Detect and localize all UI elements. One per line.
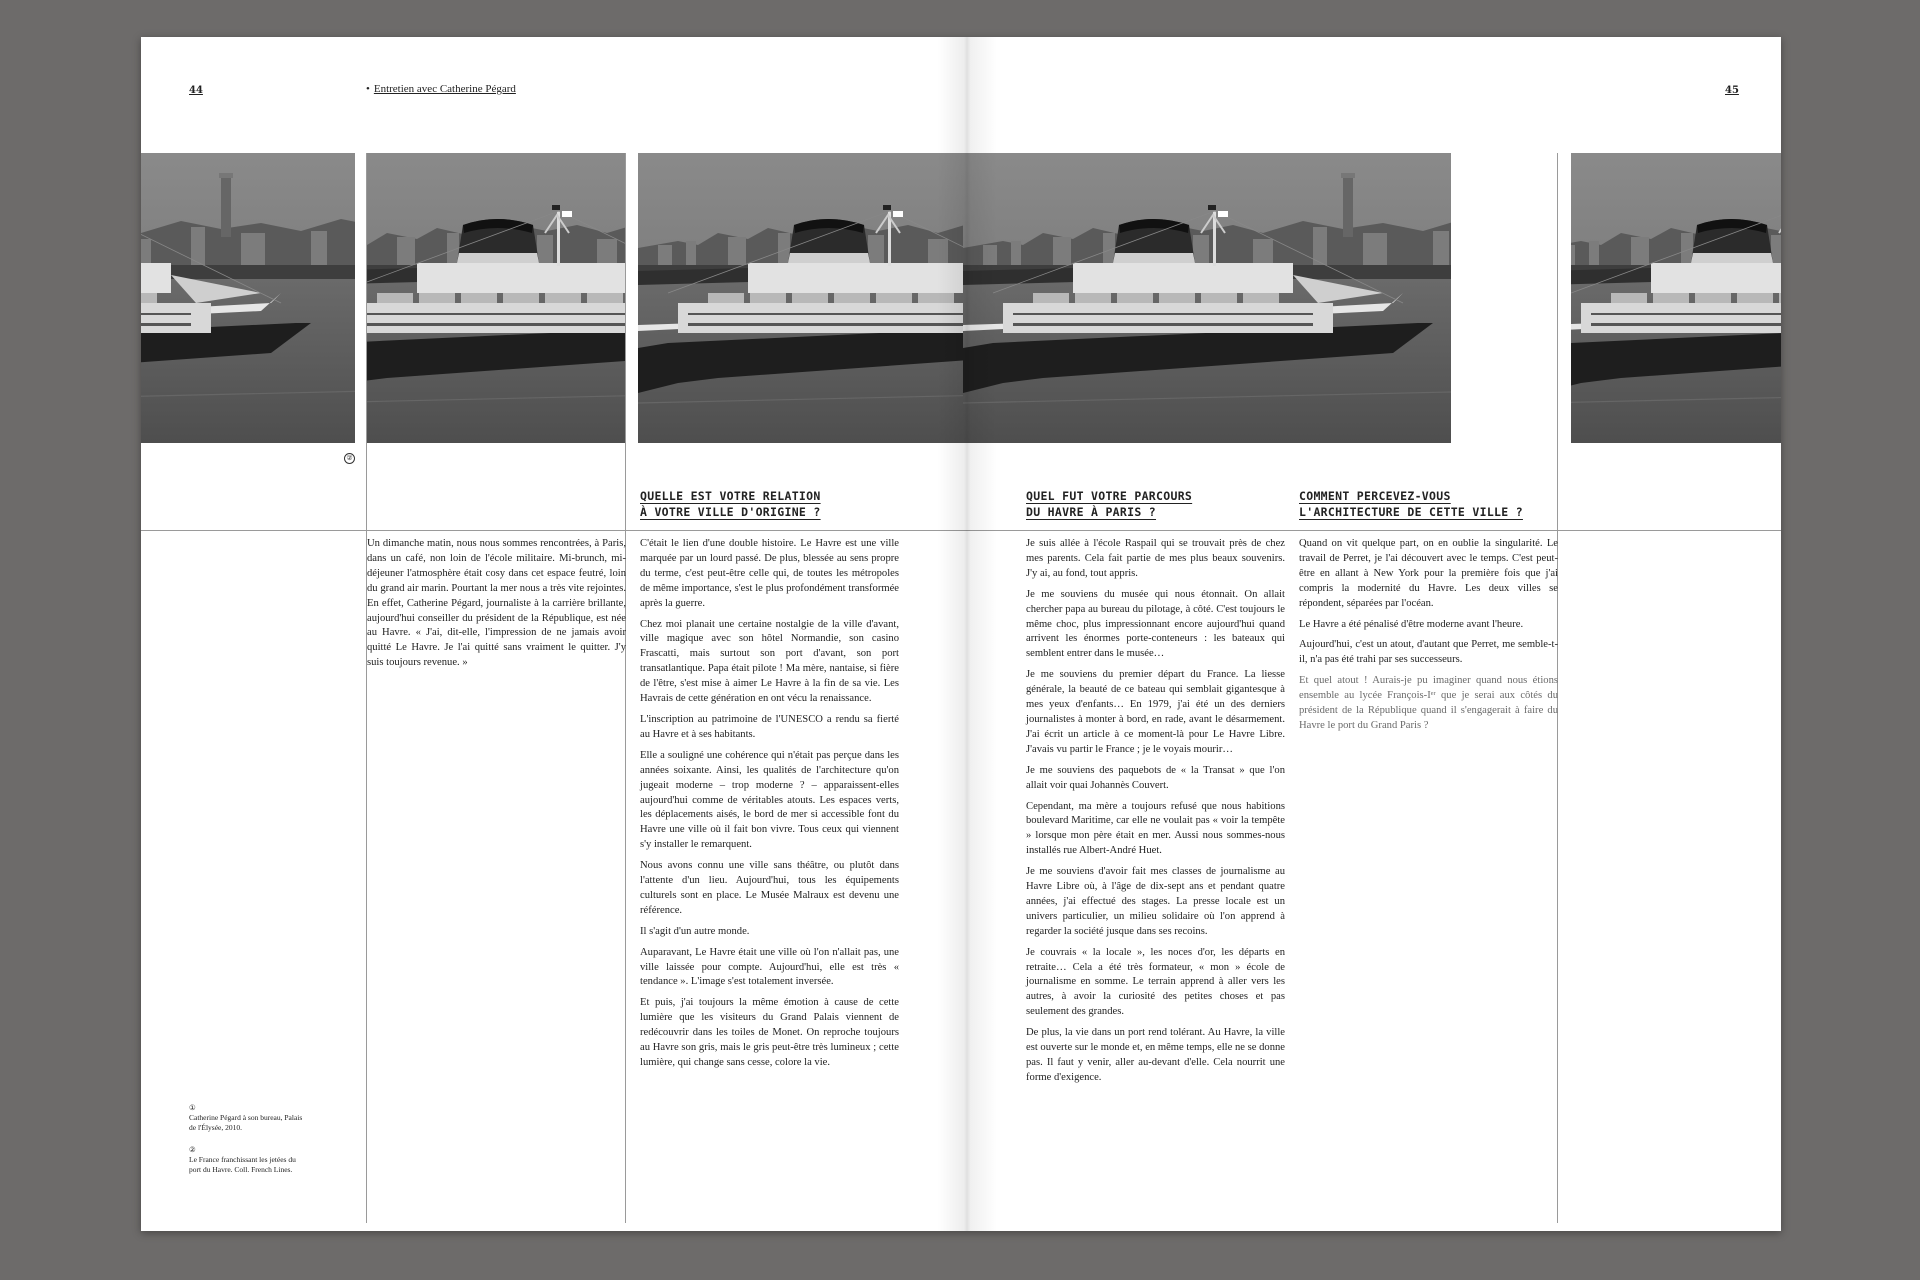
column-rule (366, 153, 367, 1223)
body-paragraph: Je me souviens du musée qui nous étonnait. On allait chercher papa au bureau du pilotage, à côté. C'est toujours le même choc, plus impressionnant encore aujourd'hui quand arrivent les énormes porte-conteneurs : les bateaux qui semblent entrer dans le musée… (1026, 588, 1285, 660)
column-rule (625, 153, 626, 1223)
heading-architecture (1299, 488, 1523, 520)
heading-parcours (1026, 488, 1192, 520)
body-paragraph: C'était le lien d'une double histoire. Le Havre est une ville marquée par un lourd passé. De plus, blessée au sens propre du terme, c'est peut-être celle qui, de toutes les métropoles de même importance, s'est le plus profondément transformée après la guerre. (640, 538, 899, 609)
body-paragraph: Nous avons connu une ville sans théâtre, ou plutôt dans l'attente d'un lieu. Aujourd'hui, tous les équipements culturels sont en place. Le Musée Malraux est devenu une référence. (640, 860, 899, 916)
body-paragraph: Cependant, ma mère a toujours refusé que nous habitions boulevard Maritime, car elle ne voulait pas « voir la tempête » lorsque mon père était en mer. Aussi nous sommes-nous installés rue Albert-André Huet. (1026, 800, 1285, 857)
page-number-right: 45 (1725, 85, 1739, 96)
running-head-bullet: • (366, 83, 370, 95)
body-paragraph: Auparavant, Le Havre était une ville où l'on n'allait pas, une ville laissée pour compte. Aujourd'hui, elle est très « tendance ». L'image s'est totalement inversée. (640, 946, 899, 988)
heading-line: À VOTRE VILLE D'ORIGINE ? (640, 505, 821, 519)
heading-relation (640, 488, 821, 520)
body-paragraph: De plus, la vie dans un port rend tolérant. Au Havre, la ville est ouverte sur le monde et, en même temps, elle ne se donne pas. Il faut y venir, aller au-devant d'elle. Cela nourrit une forme d'exigence. (1026, 1027, 1285, 1083)
intro-column (367, 537, 626, 677)
intro-paragraph: Un dimanche matin, nous nous sommes rencontrées, à Paris, dans un café, non loin de l'école militaire. Mi-brunch, mi-déjeuner l'atmosphère était cosy dans cet espace feutré, loin du grand air marin. Pourtant la mer nous a très vite rejointes. En effet, Catherine Pégard, journaliste à la carrière brillante, aujourd'hui conseiller du président de la République, est née au Havre. « J'ai, dit-elle, l'impression de ne jamais avoir quitté Le Havre. Je l'ai quitté sans vraiment le quitter. J'y suis toujours revenue. » (367, 538, 626, 669)
heading-line: QUELLE EST VOTRE RELATION (640, 489, 821, 503)
body-paragraph: Je couvrais « la locale », les noces d'or, les départs en retraite… Cela a été très formateur, « mon » école de journalisme en somme. Le terrain apprend à aller vers les autres, à avoir la curiosité des petites choses et pas seulement des grandes. (1026, 946, 1285, 1018)
architecture-column (1299, 537, 1558, 740)
caption-text: Le France franchissant les jetées du port du Havre. Coll. French Lines. (189, 1155, 296, 1174)
body-paragraph: Il s'agit d'un autre monde. (640, 925, 750, 937)
body-paragraph: Je me souviens d'avoir fait mes classes de journalisme au Havre Libre où, à l'âge de dix-sept ans et pendant quatre années, j'ai effectué des stages. La presse locale est un univers particulier, un milieu solidaire où l'on apprend à regarder la société jusque dans ses recoins. (1026, 866, 1285, 937)
body-paragraph: Le Havre a été pénalisé d'être moderne avant l'heure. (1299, 618, 1524, 630)
body-paragraph: Je me souviens des paquebots de « la Transat » que l'on allait voir quai Johannès Couvert. (1026, 764, 1285, 791)
body-paragraph: Je suis allée à l'école Raspail qui se trouvait près de chez mes parents. Cela fait partie de mes plus beaux souvenirs. J'y ai, au fond, tout appris. (1026, 538, 1285, 579)
parcours-column (1026, 537, 1285, 1092)
magazine-spread (141, 37, 1781, 1231)
relation-column (640, 537, 899, 1077)
body-paragraph: Et puis, j'ai toujours la même émotion à cause de cette lumière que les visiteurs du Grand Palais viennent de redécouvrir dans les toiles de Monet. On reproche toujours au Havre son gris, mais le gris peut-être très lumineux ; cette lumière, qui change sans cesse, colore la vie. (640, 997, 899, 1068)
heading-line: COMMENT PERCEVEZ-VOUS (1299, 489, 1451, 503)
running-head-text: Entretien avec Catherine Pégard (373, 83, 516, 95)
body-paragraph: Elle a souligné une cohérence qui n'était pas perçue dans les années soixante. Ainsi, les qualités de l'architecture qu'on jugeait moderne – trop moderne ? – apparaissent-elles aujourd'hui comme de véritables atouts. Les espaces verts, les déplacements aisés, le bord de mer si accessible font du Havre une ville où il fait bon vivre. Tous ceux qui viennent s'y installer le remarquent. (640, 749, 899, 851)
ship-photo-image (367, 153, 625, 443)
photo-marker: ② (344, 453, 355, 464)
ship-photo-image (638, 153, 1451, 443)
body-paragraph: L'inscription au patrimoine de l'UNESCO a rendu sa fierté au Havre et à ses habitants. (640, 713, 899, 740)
ship-photo-panel-1 (141, 153, 355, 443)
running-head (366, 83, 516, 95)
ship-photo-image (141, 153, 355, 443)
caption-number: ① (189, 1103, 196, 1112)
body-paragraph: Quand on vit quelque part, on en oublie la singularité. Le travail de Perret, je l'ai découvert avec le temps. C'est peut-être en allant à New York pour la première fois que j'ai compris la modernité du Havre. Les deux villes se répondent, séparées par l'océan. (1299, 538, 1558, 609)
body-paragraph: Aujourd'hui, c'est un atout, d'autant que Perret, me semble-t-il, n'a pas été trahi par ses successeurs. (1299, 639, 1558, 666)
caption-number: ② (189, 1145, 196, 1154)
body-paragraph: Chez moi planait une certaine nostalgie de la ville d'avant, ville magique avec son hôtel Normandie, son casino Frascatti, mais surtout son port d'avant, son port transatlantique. Papa était pilote ! Ma mère, nantaise, si fière de l'être, s'est mise à aimer Le Havre à la fin de sa vie. Les Havrais de cette génération en ont vécu la renaissance. (640, 618, 899, 705)
caption-1 (189, 1103, 309, 1133)
ship-photo-panel-3 (638, 153, 1451, 443)
body-paragraph: Je me souviens du premier départ du France. La liesse générale, la beauté de ce bateau qui semblait gigantesque à mes yeux d'enfants… En 1979, j'ai été un des derniers journalistes à monter à bord, en rade, avant le désarmement. J'ai écrit un article à ce moment-là pour Le Havre Libre. J'avais vu partir le France ; je le voyais mourir… (1026, 669, 1285, 755)
caption-text: Catherine Pégard à son bureau, Palais de l'Élysée, 2010. (189, 1113, 303, 1132)
heading-line: DU HAVRE À PARIS ? (1026, 505, 1157, 519)
page-number-left: 44 (189, 85, 203, 96)
body-paragraph-gray: Et quel atout ! Aurais-je pu imaginer quand nous étions ensemble au lycée François-Iᵉʳ que je serai aux côtés du président de la République quand il s'engagerait à faire du Havre le port du Grand Paris ? (1299, 675, 1558, 731)
horizontal-rule (141, 530, 1781, 531)
heading-line: QUEL FUT VOTRE PARCOURS (1026, 489, 1193, 503)
ship-photo-panel-4 (1571, 153, 1781, 443)
caption-2 (189, 1145, 309, 1175)
ship-photo-panel-2 (367, 153, 625, 443)
heading-line: L'ARCHITECTURE DE CETTE VILLE ? (1299, 505, 1523, 519)
ship-photo-image (1571, 153, 1781, 443)
